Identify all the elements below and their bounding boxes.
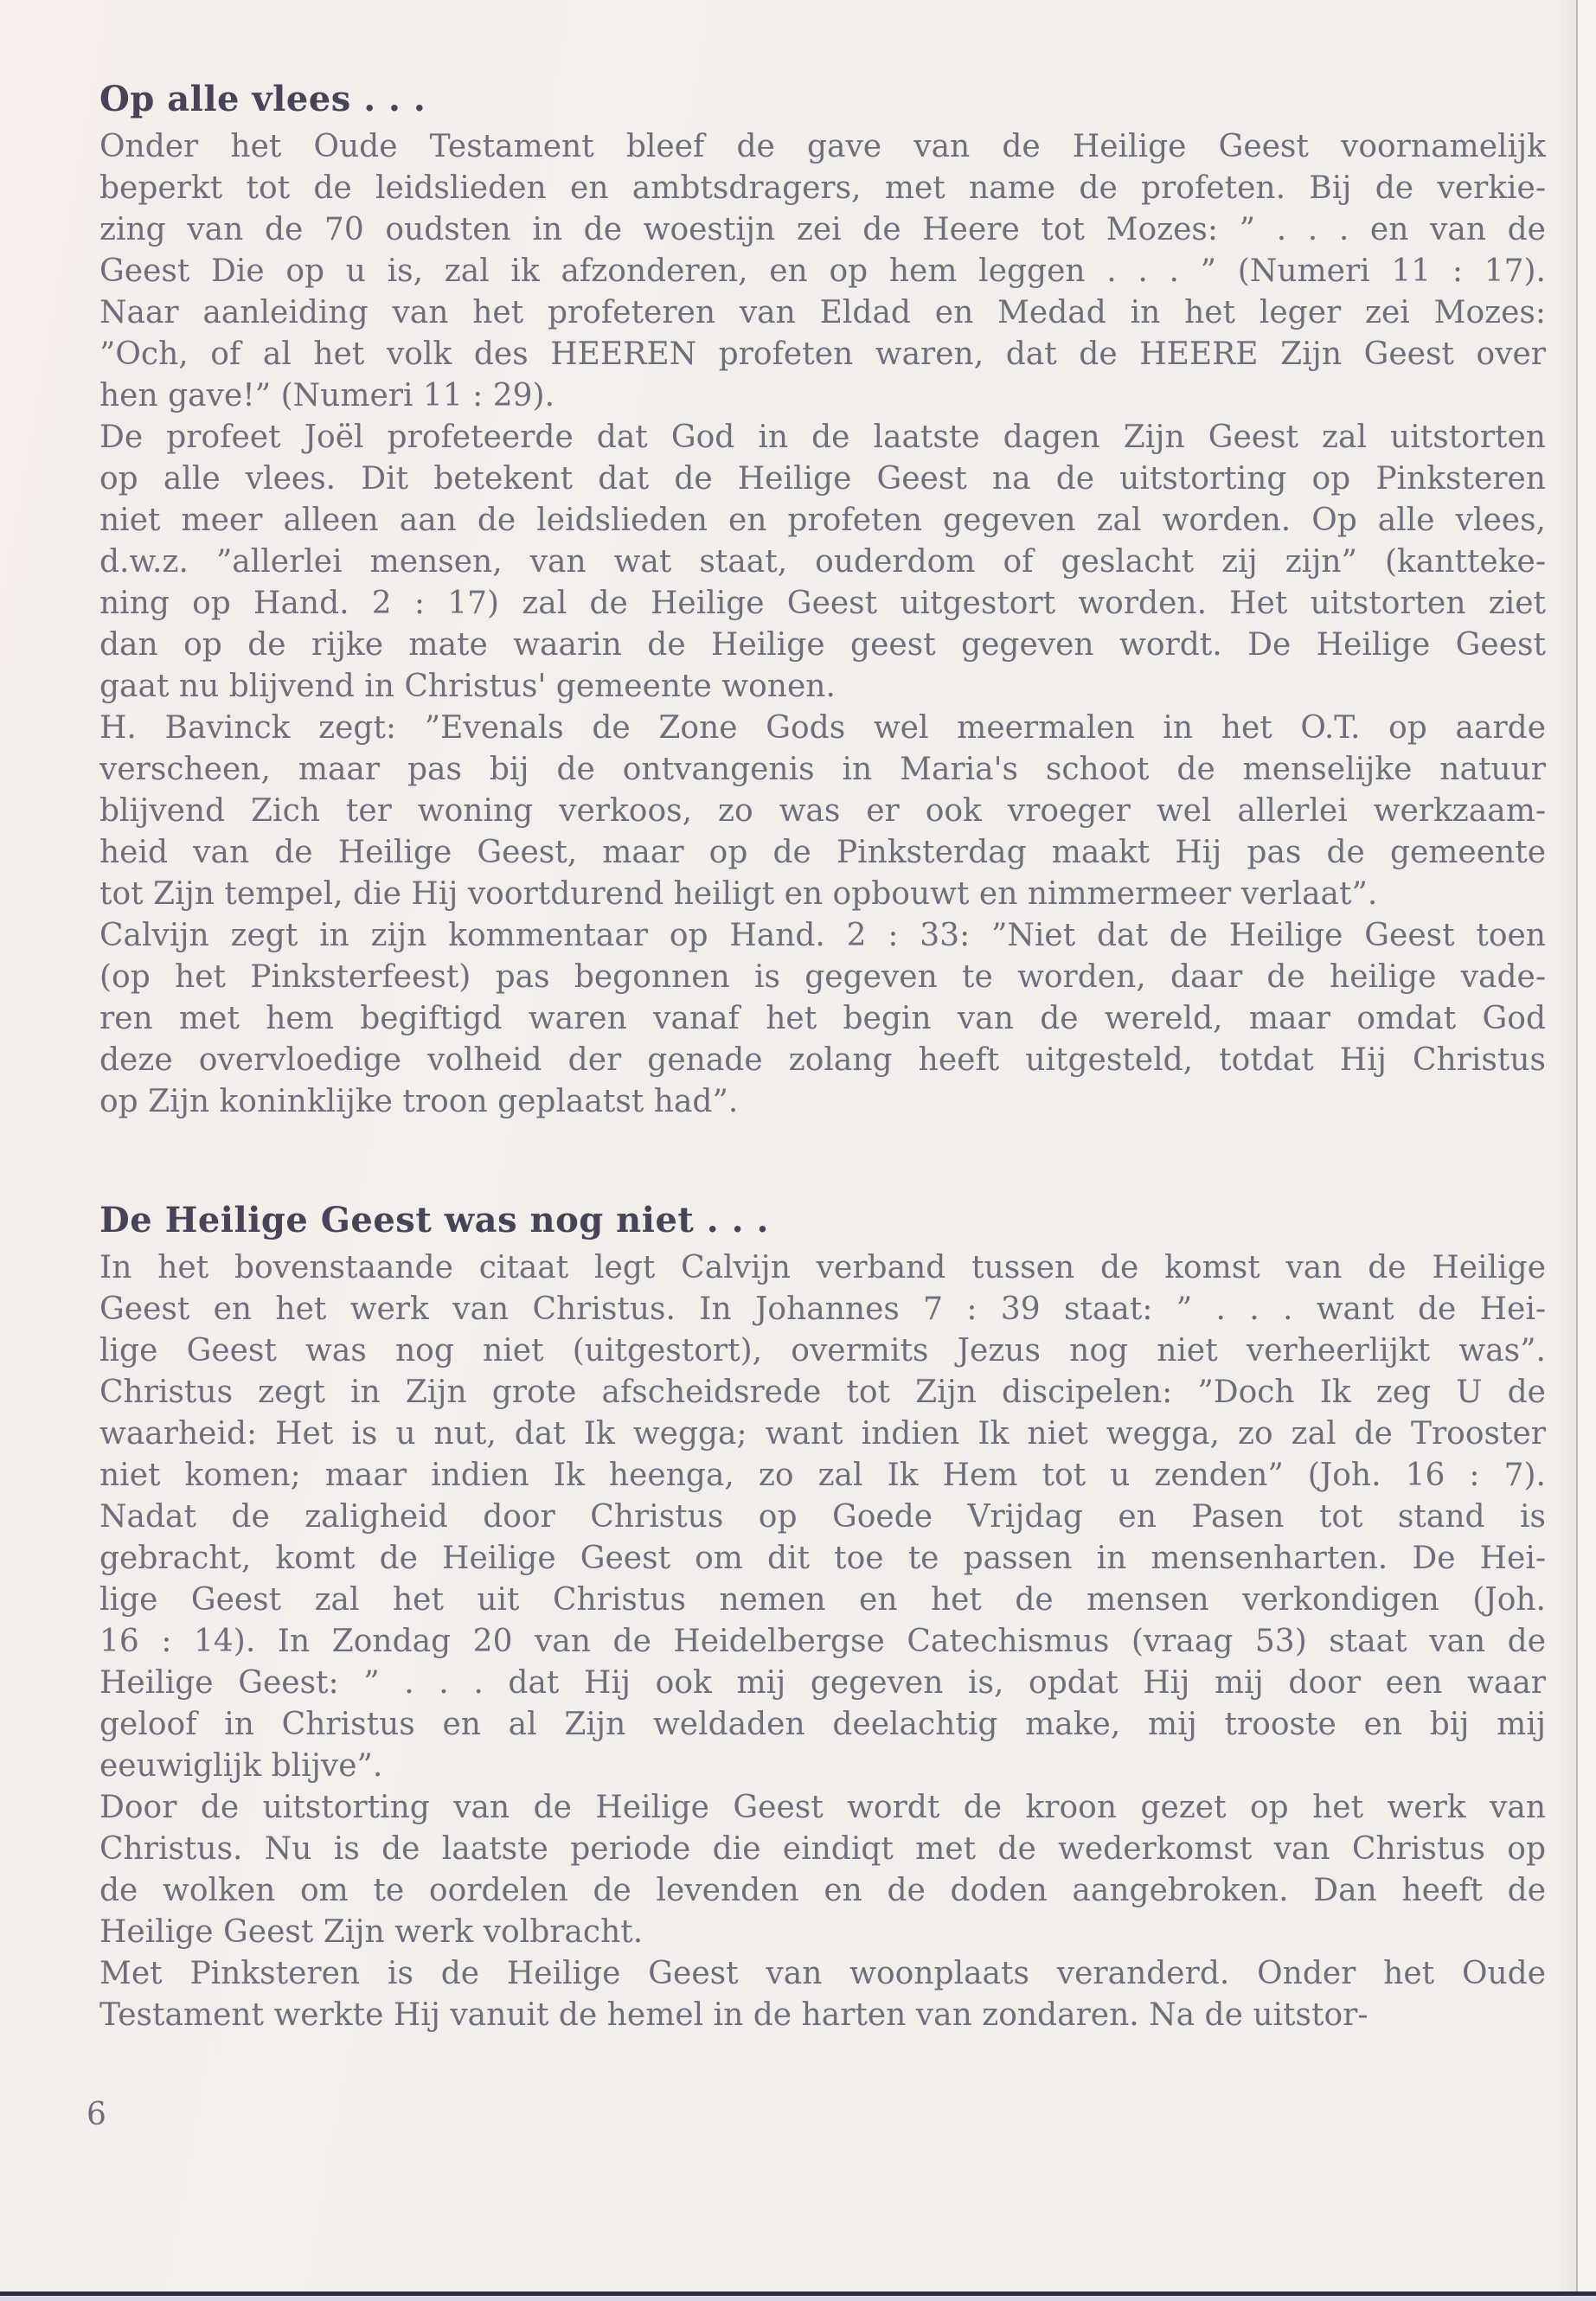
section-op-alle-vlees bbox=[99, 78, 1546, 1123]
text-line: beperkt tot de leidslieden en ambtsdragers, met name de profeten. Bij de verkie- bbox=[99, 170, 1546, 206]
text-line: Nadat de zaligheid door Christus op Goede Vrijdag en Pasen tot stand is bbox=[99, 1499, 1546, 1535]
page-bottom-strip bbox=[0, 2296, 1596, 2301]
text-line: In het bovenstaande citaat legt Calvijn verband tussen de komst van de Heilige bbox=[99, 1250, 1546, 1285]
text-line: ”Och, of al het volk des HEEREN profeten waren, dat de HEERE Zijn Geest over bbox=[99, 336, 1546, 372]
text-line: gaat nu blijvend in Christus' gemeente wonen. bbox=[99, 669, 836, 704]
text-line: hen gave!” (Numeri 11 : 29). bbox=[99, 378, 555, 413]
page-edge-shadow bbox=[1554, 0, 1576, 2301]
text-line: gebracht, komt de Heilige Geest om dit toe te passen in mensenharten. De Hei- bbox=[99, 1541, 1546, 1576]
paragraph bbox=[99, 126, 1546, 417]
paragraph bbox=[99, 1953, 1546, 2036]
paragraph bbox=[99, 1787, 1546, 1953]
text-line: zing van de 70 oudsten in de woestijn zei de Heere tot Mozes: ” . . . en van de bbox=[99, 212, 1546, 247]
text-line: de wolken om te oordelen de levenden en de doden aangebroken. Dan heeft de bbox=[99, 1873, 1546, 1908]
text-line: Testament werkte Hij vanuit de hemel in de harten van zondaren. Na de uitstor- bbox=[99, 1997, 1368, 2033]
text-line: verscheen, maar pas bij de ontvangenis in Maria's schoot de menselijke natuur bbox=[99, 752, 1546, 787]
text-line: dan op de rijke mate waarin de Heilige geest gegeven wordt. De Heilige Geest bbox=[99, 627, 1546, 663]
text-line: op Zijn koninklijke troon geplaatst had”. bbox=[99, 1084, 739, 1119]
text-line: Christus zegt in Zijn grote afscheidsrede tot Zijn discipelen: ”Doch Ik zeg U de bbox=[99, 1375, 1546, 1410]
text-line: Geest Die op u is, zal ik afzonderen, en op hem leggen . . . ” (Numeri 11 : 17). bbox=[99, 253, 1546, 289]
text-line: waarheid: Het is u nut, dat Ik wegga; want indien Ik niet wegga, zo zal de Trooster bbox=[99, 1416, 1546, 1452]
text-line: H. Bavinck zegt: ”Evenals de Zone Gods wel meermalen in het O.T. op aarde bbox=[99, 710, 1546, 746]
text-line: De profeet Joël profeteerde dat God in de laatste dagen Zijn Geest zal uitstorten bbox=[99, 420, 1546, 455]
text-line: niet meer alleen aan de leidslieden en profeten gegeven zal worden. Op alle vlees, bbox=[99, 503, 1546, 538]
text-line: geloof in Christus en al Zijn weldaden deelachtig make, mij trooste en bij mij bbox=[99, 1707, 1546, 1742]
text-line: ning op Hand. 2 : 17) zal de Heilige Geest uitgestort worden. Het uitstorten ziet bbox=[99, 586, 1546, 621]
page-number: 6 bbox=[87, 2097, 106, 2132]
text-line: Naar aanleiding van het profeteren van Eldad en Medad in het leger zei Mozes: bbox=[99, 295, 1546, 330]
text-line: blijvend Zich ter woning verkoos, zo was er ook vroeger wel allerlei werkzaam- bbox=[99, 793, 1546, 829]
text-line: ren met hem begiftigd waren vanaf het begin van de wereld, maar omdat God bbox=[99, 1001, 1546, 1036]
text-line: tot Zijn tempel, die Hij voortdurend heiligt en opbouwt en nimmermeer verlaat”. bbox=[99, 876, 1378, 912]
text-line: niet komen; maar indien Ik heenga, zo zal Ik Hem tot u zenden” (Joh. 16 : 7). bbox=[99, 1458, 1546, 1493]
paragraph bbox=[99, 417, 1546, 708]
paragraph bbox=[99, 1247, 1546, 1787]
paragraph bbox=[99, 708, 1546, 915]
page-right-edge bbox=[1576, 0, 1596, 2301]
text-column bbox=[99, 78, 1546, 2036]
section-heading: Op alle vlees . . . bbox=[99, 79, 426, 119]
text-line: Onder het Oude Testament bleef de gave van de Heilige Geest voornamelijk bbox=[99, 129, 1546, 164]
text-line: Calvijn zegt in zijn kommentaar op Hand. 2 : 33: ”Niet dat de Heilige Geest toen bbox=[99, 918, 1546, 953]
text-line: Met Pinksteren is de Heilige Geest van woonplaats veranderd. Onder het Oude bbox=[99, 1956, 1546, 1991]
text-line: op alle vlees. Dit betekent dat de Heilige Geest na de uitstorting op Pinksteren bbox=[99, 461, 1546, 497]
section-body bbox=[99, 126, 1546, 1123]
text-line: Geest en het werk van Christus. In Johannes 7 : 39 staat: ” . . . want de Hei- bbox=[99, 1292, 1546, 1327]
text-line: d.w.z. ”allerlei mensen, van wat staat, ouderdom of geslacht zij zijn” (kantteke- bbox=[99, 544, 1546, 580]
text-line: Christus. Nu is de laatste periode die eindiqt met de wederkomst van Christus op bbox=[99, 1831, 1546, 1867]
text-line: Heilige Geest Zijn werk volbracht. bbox=[99, 1914, 644, 1950]
text-line: eeuwiglijk blijve”. bbox=[99, 1748, 383, 1784]
text-line: 16 : 14). In Zondag 20 van de Heidelbergse Catechismus (vraag 53) staat van de bbox=[99, 1624, 1546, 1659]
text-line: heid van de Heilige Geest, maar op de Pinksterdag maakt Hij pas de gemeente bbox=[99, 835, 1546, 870]
text-line: lige Geest was nog niet (uitgestort), overmits Jezus nog niet verheerlijkt was”. bbox=[99, 1333, 1546, 1368]
text-line: Door de uitstorting van de Heilige Geest wordt de kroon gezet op het werk van bbox=[99, 1790, 1546, 1825]
text-line: lige Geest zal het uit Christus nemen en het de mensen verkondigen (Joh. bbox=[99, 1582, 1546, 1618]
text-line: deze overvloedige volheid der genade zolang heeft uitgesteld, totdat Hij Christus bbox=[99, 1042, 1546, 1078]
section-de-heilige-geest bbox=[99, 1199, 1546, 2036]
section-heading: De Heilige Geest was nog niet . . . bbox=[99, 1200, 769, 1240]
text-line: (op het Pinksterfeest) pas begonnen is gegeven te worden, daar de heilige vade- bbox=[99, 959, 1546, 995]
section-body bbox=[99, 1247, 1546, 2036]
text-line: Heilige Geest: ” . . . dat Hij ook mij gegeven is, opdat Hij mij door een waar bbox=[99, 1665, 1546, 1701]
paragraph bbox=[99, 915, 1546, 1123]
